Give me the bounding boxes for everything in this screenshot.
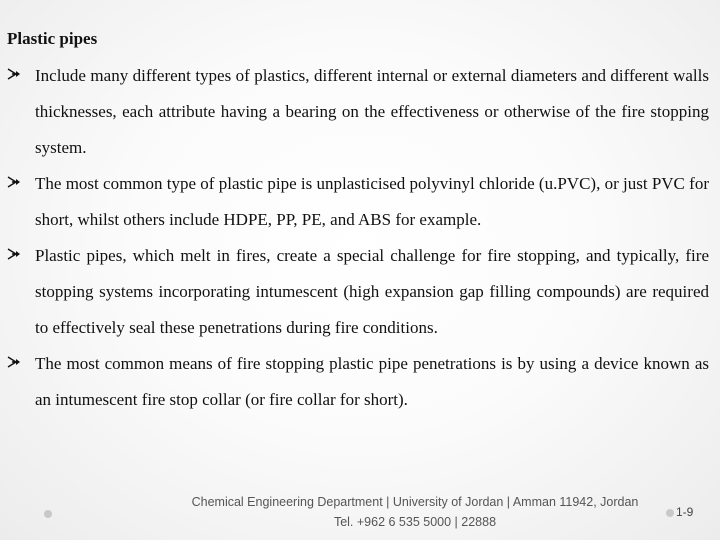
footer bbox=[170, 492, 660, 532]
bullet-text: The most common means of fire stopping plastic pipe penetrations is by using a device known as an intumescent fire stop collar (or fire collar for short). bbox=[35, 354, 709, 409]
slide-title: Plastic pipes bbox=[7, 29, 98, 48]
footer-line-2: Tel. +962 6 535 5000 | 22888 bbox=[333, 515, 497, 529]
bullet-text: Include many different types of plastics, different internal or external diameters and different walls thicknesses, each attribute having a bearing on the effectiveness or otherwise of the fire stopping system. bbox=[35, 66, 709, 157]
bullet-text: The most common type of plastic pipe is unplasticised polyvinyl chloride (u.PVC), or just PVC for short, whilst others include HDPE, PP, PE, and ABS for example. bbox=[35, 174, 709, 229]
footer-line-1: Chemical Engineering Department | University of Jordan | Amman 11942, Jordan bbox=[191, 495, 639, 509]
bullet-text: Plastic pipes, which melt in fires, create a special challenge for fire stopping, and typically, fire stopping systems incorporating intumescent (high expansion gap filling compounds) are required to effectively seal these penetrations during fire conditions. bbox=[35, 246, 709, 337]
footer-dot-right bbox=[666, 509, 674, 517]
arrow-bullet-icon bbox=[7, 67, 21, 81]
bullet-list bbox=[0, 58, 720, 418]
footer-dot-left bbox=[44, 510, 52, 518]
arrow-bullet-icon bbox=[7, 355, 21, 369]
bullet-item bbox=[0, 166, 720, 238]
page-number: 1-9 bbox=[676, 505, 694, 519]
bullet-item bbox=[0, 238, 720, 346]
bullet-item bbox=[0, 58, 720, 166]
bullet-item bbox=[0, 346, 720, 418]
arrow-bullet-icon bbox=[7, 247, 21, 261]
arrow-bullet-icon bbox=[7, 175, 21, 189]
